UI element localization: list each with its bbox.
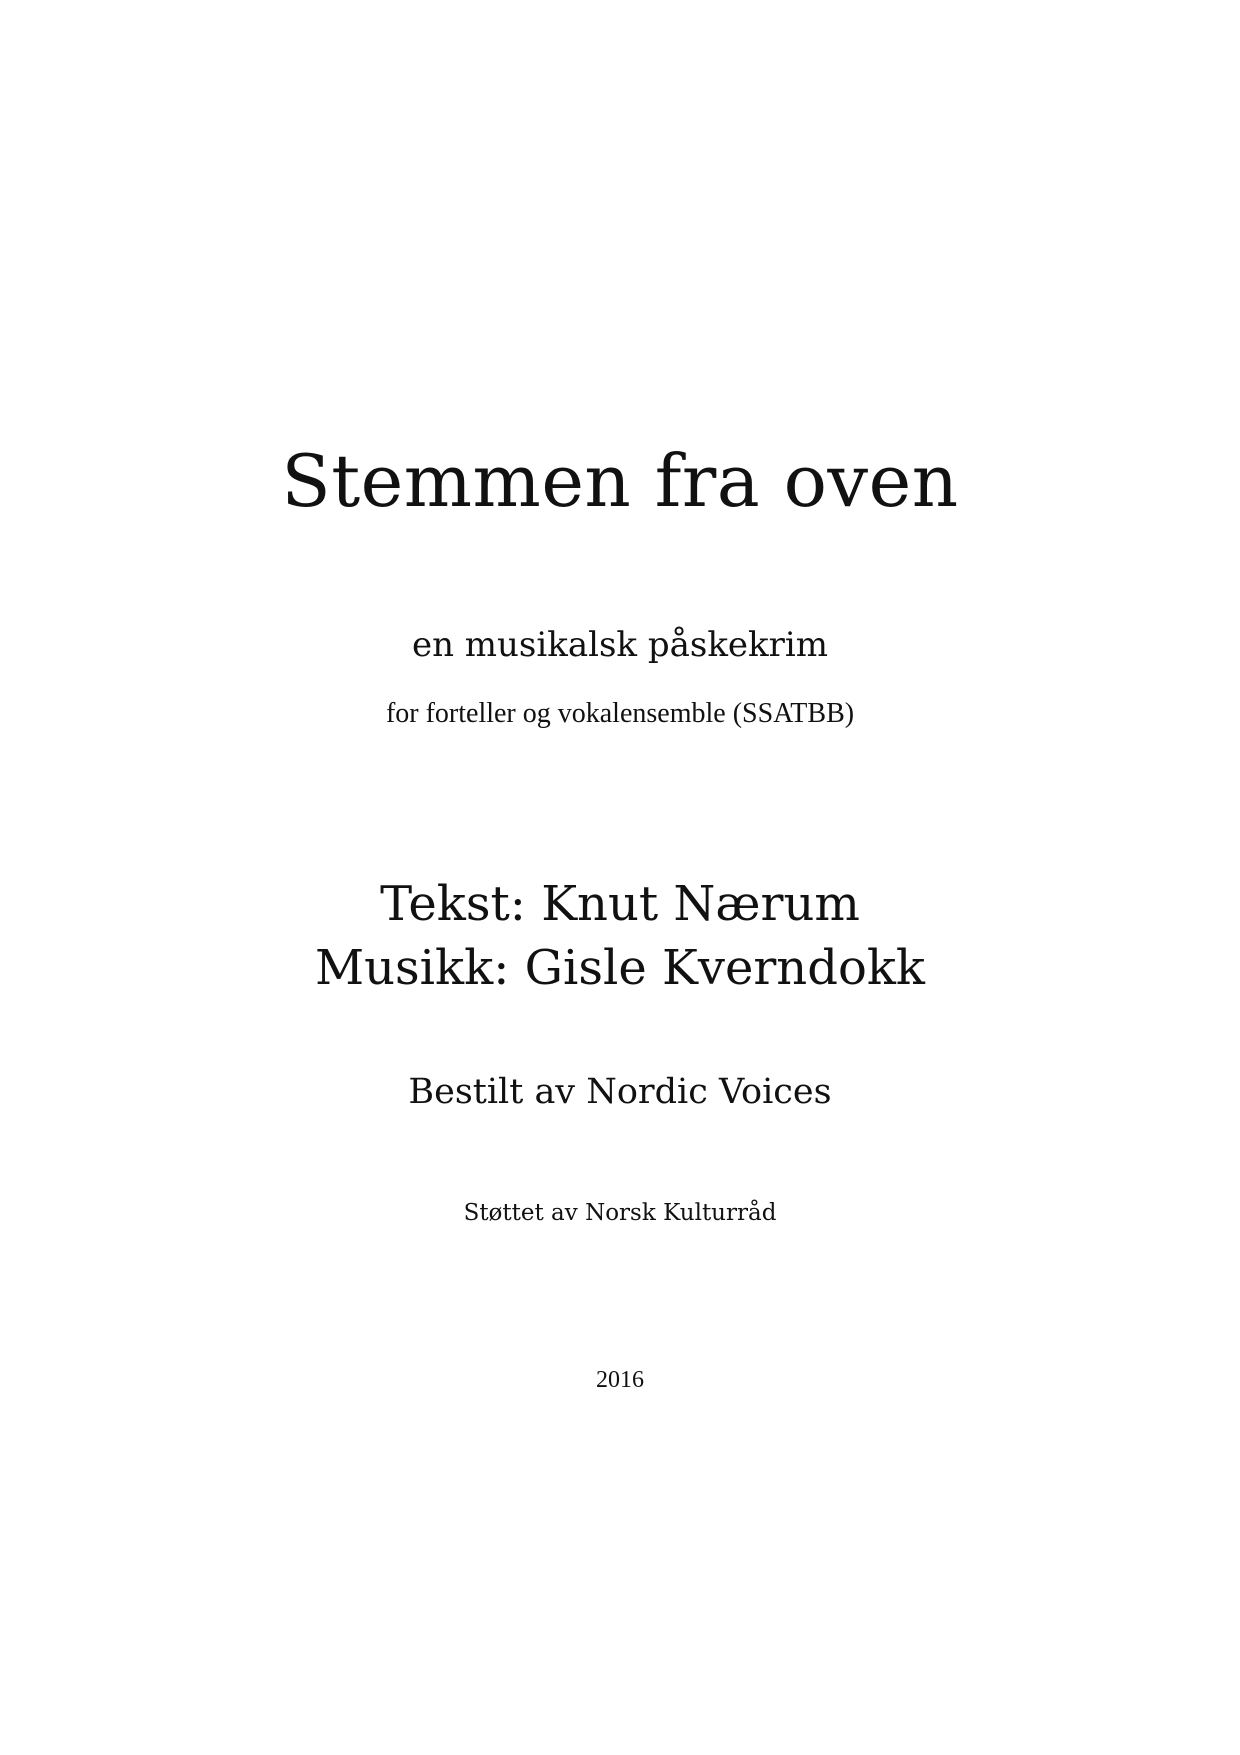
publication-year: 2016 (596, 1367, 644, 1393)
music-composer-credit: Musikk: Gisle Kverndokk (314, 940, 926, 996)
commission-line: Bestilt av Nordic Voices (408, 1072, 832, 1112)
instrumentation-line: for forteller og vokalensemble (SSATBB) (385, 698, 855, 729)
support-line: Støttet av Norsk Kulturråd (463, 1200, 777, 1226)
text-author-credit: Tekst: Knut Nærum (380, 876, 860, 932)
document-subtitle: en musikalsk påskekrim (411, 625, 829, 665)
document-title: Stemmen fra oven (281, 439, 959, 523)
